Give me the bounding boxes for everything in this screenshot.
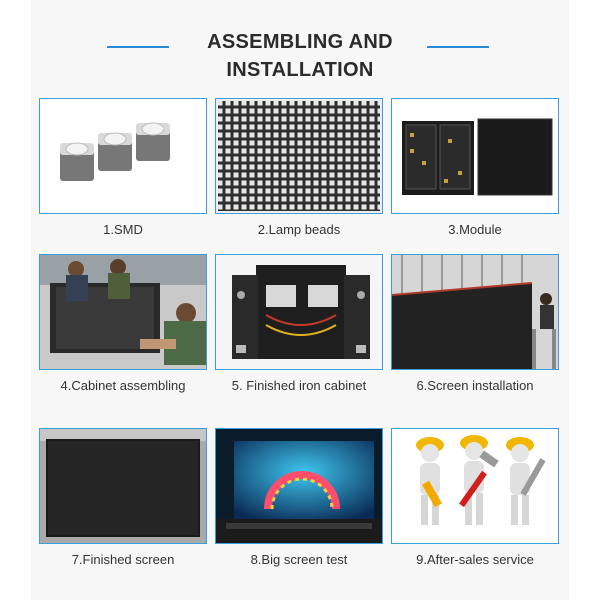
tile-caption: 5. Finished iron cabinet <box>231 378 367 393</box>
tile-caption: 2.Lamp beads <box>257 222 341 237</box>
tile-caption: 6.Screen installation <box>416 378 534 393</box>
smd-image <box>39 98 207 214</box>
tile-after-sales-service <box>391 428 559 567</box>
cabinet-assembling-image <box>39 254 207 370</box>
header-line-right <box>427 46 489 48</box>
screen-installation-image <box>391 254 559 370</box>
tile-caption: 8.Big screen test <box>250 552 348 567</box>
after-sales-image <box>391 428 559 544</box>
tile-cabinet-assembling <box>39 254 207 393</box>
tile-caption: 4.Cabinet assembling <box>60 378 186 393</box>
title-line-2: INSTALLATION <box>226 59 374 81</box>
tile-finished-iron-cabinet <box>215 254 383 393</box>
lamp-beads-image <box>215 98 383 214</box>
tile-caption: 3.Module <box>448 222 502 237</box>
module-image <box>391 98 559 214</box>
page-title <box>181 28 419 84</box>
tile-caption: 7.Finished screen <box>71 552 175 567</box>
tile-finished-screen <box>39 428 207 567</box>
tile-caption: 9.After-sales service <box>416 552 534 567</box>
title-line-1: ASSEMBLING AND <box>207 31 393 53</box>
tile-module <box>391 98 559 237</box>
tile-screen-installation <box>391 254 559 393</box>
big-screen-test-image <box>215 428 383 544</box>
tile-smd <box>39 98 207 237</box>
page <box>31 0 569 600</box>
section-header <box>31 22 569 92</box>
header-line-left <box>107 46 169 48</box>
iron-cabinet-image <box>215 254 383 370</box>
finished-screen-image <box>39 428 207 544</box>
tile-caption: 1.SMD <box>103 222 143 237</box>
tile-lamp-beads <box>215 98 383 237</box>
tile-big-screen-test <box>215 428 383 567</box>
